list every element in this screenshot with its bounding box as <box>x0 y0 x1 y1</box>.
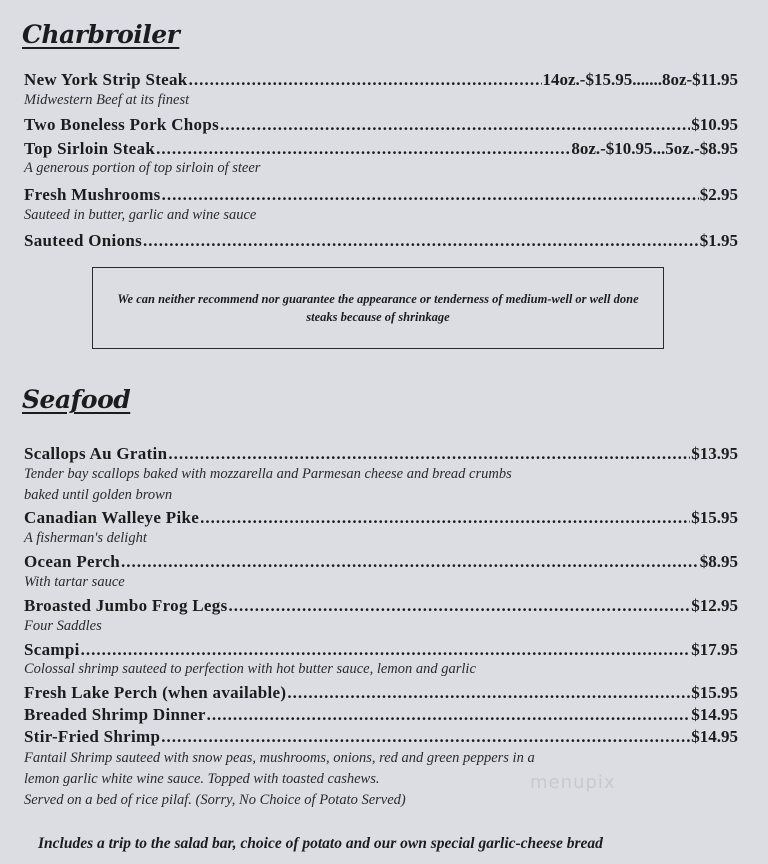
leader-dots <box>81 640 691 660</box>
item-description: Fantail Shrimp sauteed with snow peas, mushrooms, onions, red and green peppers in a <box>24 750 535 766</box>
item-description: Four Saddles <box>24 618 102 634</box>
charbroiler-heading: Charbroiler <box>22 20 180 49</box>
item-price: $1.95 <box>699 231 738 250</box>
leader-dots <box>162 185 699 205</box>
menu-item <box>24 640 738 660</box>
item-name: Scallops Au Gratin <box>24 444 168 463</box>
item-name: Broasted Jumbo Frog Legs <box>24 596 228 615</box>
leader-dots <box>229 596 691 616</box>
leader-dots <box>220 115 690 135</box>
item-description: A fisherman's delight <box>24 530 147 546</box>
menu-item <box>24 683 738 703</box>
menu-item <box>24 139 738 159</box>
item-description: Sauteed in butter, garlic and wine sauce <box>24 207 257 223</box>
item-description-line2: baked until golden brown <box>24 487 173 503</box>
item-price: $15.95 <box>691 508 738 527</box>
item-name: Ocean Perch <box>24 552 120 571</box>
watermark: menupix <box>530 772 616 793</box>
menu-item <box>24 508 738 528</box>
leader-dots <box>143 231 699 251</box>
item-name: Top Sirloin Steak <box>24 139 156 158</box>
item-price: $17.95 <box>691 640 738 659</box>
steak-doneness-notice: We can neither recommend nor guarantee the appearance or tenderness of medium-well or well done steaks because of shrinkage <box>92 267 664 349</box>
item-price: $13.95 <box>691 444 738 463</box>
leader-dots <box>189 70 542 90</box>
menu-item <box>24 727 738 747</box>
item-description: Midwestern Beef at its finest <box>24 92 190 108</box>
leader-dots <box>156 139 570 159</box>
menu-item <box>24 596 738 616</box>
item-price: $10.95 <box>691 115 738 134</box>
menu-item <box>24 705 738 725</box>
item-price: $12.95 <box>691 596 738 615</box>
item-price: $15.95 <box>691 683 738 702</box>
menu-item <box>24 444 738 464</box>
item-name: Stir-Fried Shrimp <box>24 727 161 746</box>
leader-dots <box>200 508 690 528</box>
leader-dots <box>121 552 699 572</box>
item-description-line2: lemon garlic white wine sauce. Topped with toasted cashews. <box>24 771 380 787</box>
leader-dots <box>207 705 691 725</box>
item-price: 14oz.-$15.95.......8oz-$11.95 <box>542 70 738 89</box>
footer-note: Includes a trip to the salad bar, choice of potato and our own special garlic-cheese bread <box>38 835 603 852</box>
item-name: Fresh Mushrooms <box>24 185 161 204</box>
item-price: $14.95 <box>691 705 738 724</box>
menu-item <box>24 115 738 135</box>
item-name: Sauteed Onions <box>24 231 143 250</box>
leader-dots <box>161 727 690 747</box>
menu-item <box>24 552 738 572</box>
item-name: New York Strip Steak <box>24 70 188 89</box>
item-description: A generous portion of top sirloin of steer <box>24 160 261 176</box>
item-price: 8oz.-$10.95...5oz.-$8.95 <box>571 139 738 158</box>
item-name: Scampi <box>24 640 80 659</box>
item-description: Colossal shrimp sauteed to perfection with hot butter sauce, lemon and garlic <box>24 661 476 677</box>
item-price: $8.95 <box>699 552 738 571</box>
item-name: Canadian Walleye Pike <box>24 508 200 527</box>
seafood-heading: Seafood <box>22 385 131 414</box>
item-name: Two Boneless Pork Chops <box>24 115 220 134</box>
menu-item <box>24 70 738 90</box>
item-price: $2.95 <box>699 185 738 204</box>
leader-dots <box>287 683 690 703</box>
item-name: Breaded Shrimp Dinner <box>24 705 206 724</box>
item-name: Fresh Lake Perch (when available) <box>24 683 287 702</box>
item-description: With tartar sauce <box>24 574 125 590</box>
menu-item <box>24 185 738 205</box>
menu-item <box>24 231 738 251</box>
item-description: Tender bay scallops baked with mozzarella and Parmesan cheese and bread crumbs <box>24 466 512 482</box>
item-description-line3: Served on a bed of rice pilaf. (Sorry, No Choice of Potato Served) <box>24 792 406 808</box>
item-price: $14.95 <box>691 727 738 746</box>
leader-dots <box>168 444 690 464</box>
